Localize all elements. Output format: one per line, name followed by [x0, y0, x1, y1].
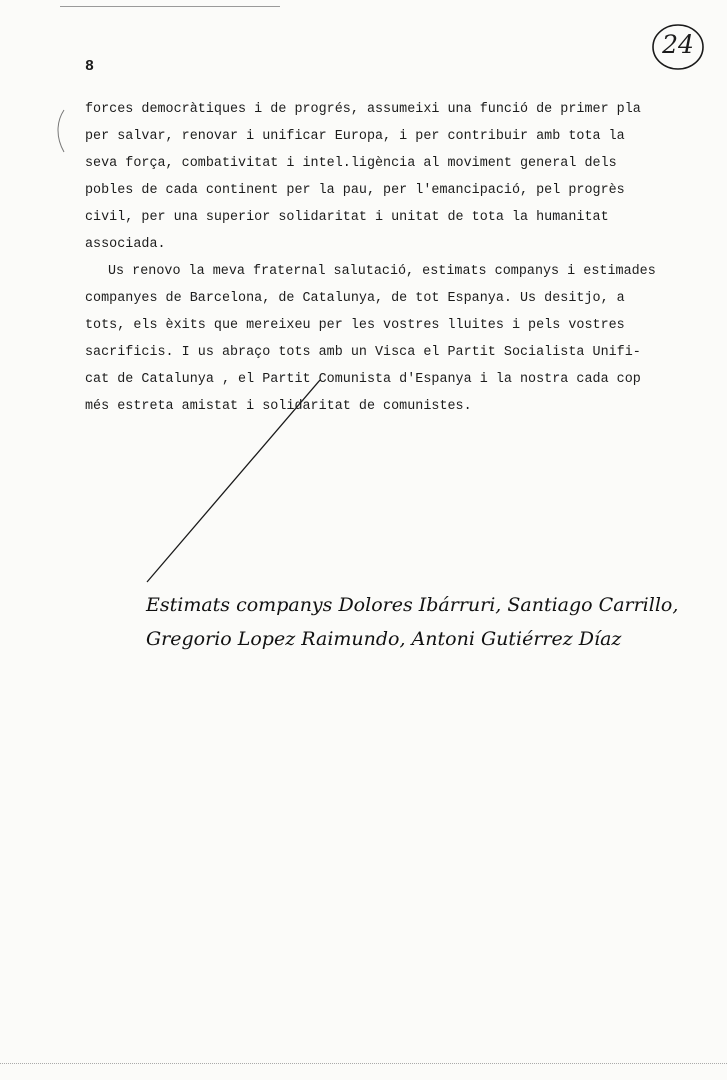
margin-bracket-mark [50, 108, 70, 154]
folio-number [650, 22, 706, 72]
text-line-2: per salvar, renovar i unificar Europa, i per contribuir amb tota la [85, 129, 625, 144]
text-line-7: Us renovo la meva fraternal salutació, estimats companys i estimades [108, 264, 656, 279]
page-number: 8 [85, 58, 95, 75]
text-line-12: més estreta amistat i solidaritat de comunistes. [85, 399, 472, 414]
text-line-11: cat de Catalunya , el Partit Comunista d'Espanya i la nostra cada cop [85, 372, 641, 387]
signature-line-1: Estimats companys Dolores Ibárruri, Santiago Carrillo, [146, 594, 679, 616]
folio-number-text: 24 [662, 30, 694, 59]
typed-body-text [85, 96, 685, 420]
text-line-5: civil, per una superior solidaritat i unitat de tota la humanitat [85, 210, 609, 225]
text-line-8: companyes de Barcelona, de Catalunya, de tot Espanya. Us desitjo, a [85, 291, 625, 306]
bottom-edge-rule [0, 1063, 727, 1064]
text-line-6: associada. [85, 237, 166, 252]
text-line-1: forces democràtiques i de progrés, assumeixi una funció de primer pla [85, 102, 641, 117]
text-line-4: pobles de cada continent per la pau, per l'emancipació, pel progrès [85, 183, 625, 198]
text-line-9: tots, els èxits que mereixeu per les vostres lluites i pels vostres [85, 318, 625, 333]
signature-line-2: Gregorio Lopez Raimundo, Antoni Gutiérrez Díaz [146, 628, 622, 650]
handwritten-signatures [146, 588, 679, 656]
text-line-10: sacrificis. I us abraço tots amb un Visca el Partit Socialista Unifi- [85, 345, 641, 360]
top-edge-rule [60, 6, 280, 7]
text-line-3: seva força, combativitat i intel.ligència al moviment general dels [85, 156, 617, 171]
